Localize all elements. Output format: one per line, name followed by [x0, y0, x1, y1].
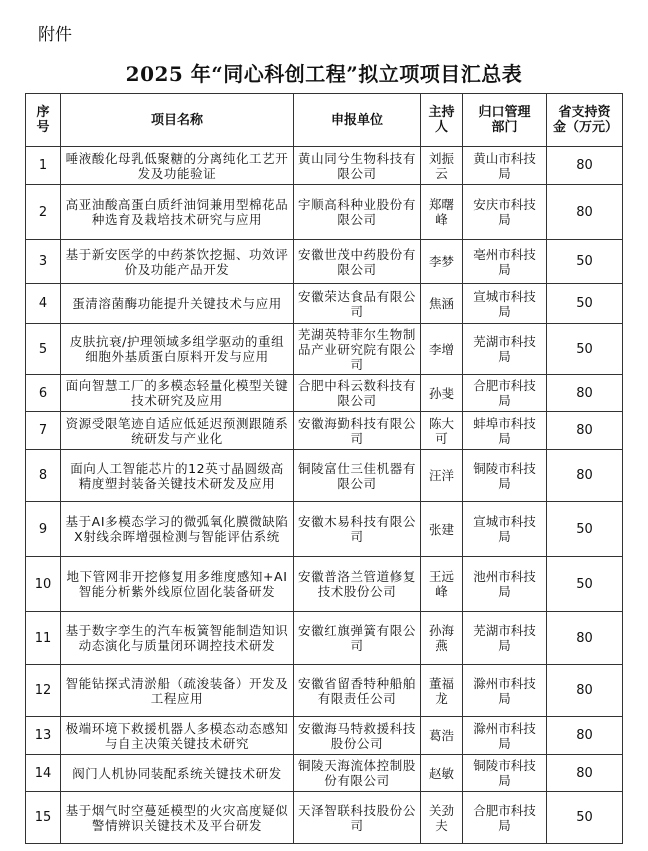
row-dept: 亳州市科技局 — [463, 240, 547, 284]
row-fund: 50 — [547, 502, 623, 557]
row-unit: 芜湖英特菲尔生物制品产业研究院有限公司 — [294, 324, 421, 375]
row-project-name: 基于新安医学的中药茶饮挖掘、功效评价及功能产品开发 — [61, 240, 294, 284]
row-seq: 13 — [26, 717, 61, 755]
table-row — [26, 502, 623, 557]
table-header-row — [26, 94, 623, 147]
row-host: 汪洋 — [421, 450, 463, 502]
row-project-name: 阀门人机协同装配系统关键技术研发 — [61, 755, 294, 792]
row-host: 王远峰 — [421, 557, 463, 612]
row-seq: 14 — [26, 755, 61, 792]
row-unit: 安徽木易科技有限公司 — [294, 502, 421, 557]
table-row — [26, 612, 623, 665]
row-unit: 安徽省留香特种船舶有限责任公司 — [294, 665, 421, 717]
row-unit: 铜陵富仕三佳机器有限公司 — [294, 450, 421, 502]
page-title: 2025 年“同心科创工程”拟立项项目汇总表 — [125, 62, 523, 86]
table-row — [26, 240, 623, 284]
row-seq: 11 — [26, 612, 61, 665]
header-seq: 序号 — [26, 94, 61, 147]
header-fund: 省支持资金（万元） — [547, 94, 623, 147]
row-fund: 50 — [547, 557, 623, 612]
row-host: 张建 — [421, 502, 463, 557]
table-row — [26, 412, 623, 450]
row-unit: 铜陵天海流体控制股份有限公司 — [294, 755, 421, 792]
row-fund: 80 — [547, 375, 623, 412]
row-unit: 安徽海马特救援科技股份公司 — [294, 717, 421, 755]
row-host: 陈大可 — [421, 412, 463, 450]
row-fund: 50 — [547, 240, 623, 284]
header-dept: 归口管理部门 — [463, 94, 547, 147]
row-project-name: 蛋清溶菌酶功能提升关键技术与应用 — [61, 284, 294, 324]
table-row — [26, 717, 623, 755]
row-project-name: 基于AI多模态学习的微弧氧化膜微缺陷X射线余晖增强检测与智能评估系统 — [61, 502, 294, 557]
row-dept: 宣城市科技局 — [463, 502, 547, 557]
row-fund: 80 — [547, 450, 623, 502]
row-seq: 8 — [26, 450, 61, 502]
row-project-name: 面向智慧工厂的多模态轻量化模型关键技术研究及应用 — [61, 375, 294, 412]
table-row — [26, 792, 623, 844]
row-project-name: 基于数字孪生的汽车板簧智能制造知识动态演化与质量闭环调控技术研发 — [61, 612, 294, 665]
row-seq: 6 — [26, 375, 61, 412]
row-fund: 80 — [547, 185, 623, 240]
row-dept: 滁州市科技局 — [463, 717, 547, 755]
row-host: 关劲夫 — [421, 792, 463, 844]
table-row — [26, 375, 623, 412]
row-fund: 80 — [547, 412, 623, 450]
row-fund: 50 — [547, 324, 623, 375]
table-row — [26, 147, 623, 185]
row-project-name: 智能钻探式清淤船（疏浚装备）开发及工程应用 — [61, 665, 294, 717]
row-host: 李增 — [421, 324, 463, 375]
header-name: 项目名称 — [61, 94, 294, 147]
row-seq: 2 — [26, 185, 61, 240]
table-row — [26, 557, 623, 612]
row-fund: 80 — [547, 147, 623, 185]
row-host: 葛浩 — [421, 717, 463, 755]
row-unit: 安徽海勤科技有限公司 — [294, 412, 421, 450]
row-dept: 合肥市科技局 — [463, 792, 547, 844]
table-row — [26, 185, 623, 240]
row-host: 赵敏 — [421, 755, 463, 792]
row-unit: 天泽智联科技股份公司 — [294, 792, 421, 844]
project-summary-table — [25, 93, 623, 844]
table-row — [26, 450, 623, 502]
row-unit: 安徽世茂中药股份有限公司 — [294, 240, 421, 284]
row-project-name: 高亚油酸高蛋白质纤油饲兼用型棉花品种选育及栽培技术研究与应用 — [61, 185, 294, 240]
row-fund: 80 — [547, 665, 623, 717]
row-seq: 4 — [26, 284, 61, 324]
row-dept: 宣城市科技局 — [463, 284, 547, 324]
row-fund: 80 — [547, 755, 623, 792]
table-row — [26, 324, 623, 375]
row-project-name: 面向人工智能芯片的12英寸晶圆级高精度塑封装备关键技术研发及应用 — [61, 450, 294, 502]
row-project-name: 极端环境下救援机器人多模态动态感知与自主决策关键技术研究 — [61, 717, 294, 755]
row-dept: 黄山市科技局 — [463, 147, 547, 185]
row-unit: 合肥中科云数科技有限公司 — [294, 375, 421, 412]
table-row — [26, 665, 623, 717]
row-host: 董福龙 — [421, 665, 463, 717]
header-host: 主持人 — [421, 94, 463, 147]
row-seq: 9 — [26, 502, 61, 557]
row-fund: 80 — [547, 612, 623, 665]
row-dept: 滁州市科技局 — [463, 665, 547, 717]
row-project-name: 地下管网非开挖修复用多维度感知+AI智能分析紫外线原位固化装备研发 — [61, 557, 294, 612]
row-dept: 安庆市科技局 — [463, 185, 547, 240]
row-dept: 芜湖市科技局 — [463, 612, 547, 665]
row-fund: 50 — [547, 792, 623, 844]
row-seq: 1 — [26, 147, 61, 185]
row-project-name: 基于烟气时空蔓延模型的火灾高度疑似警情辨识关键技术及平台研发 — [61, 792, 294, 844]
row-seq: 5 — [26, 324, 61, 375]
header-unit: 申报单位 — [294, 94, 421, 147]
row-seq: 15 — [26, 792, 61, 844]
row-host: 刘振云 — [421, 147, 463, 185]
row-seq: 3 — [26, 240, 61, 284]
row-unit: 黄山同兮生物科技有限公司 — [294, 147, 421, 185]
row-seq: 12 — [26, 665, 61, 717]
table-row — [26, 755, 623, 792]
row-fund: 50 — [547, 284, 623, 324]
row-dept: 池州市科技局 — [463, 557, 547, 612]
row-dept: 铜陵市科技局 — [463, 450, 547, 502]
row-dept: 蚌埠市科技局 — [463, 412, 547, 450]
row-dept: 合肥市科技局 — [463, 375, 547, 412]
row-seq: 10 — [26, 557, 61, 612]
row-unit: 安徽荣达食品有限公司 — [294, 284, 421, 324]
row-host: 郑曙峰 — [421, 185, 463, 240]
row-host: 焦涵 — [421, 284, 463, 324]
row-dept: 芜湖市科技局 — [463, 324, 547, 375]
row-host: 李梦 — [421, 240, 463, 284]
row-project-name: 唾液酸化母乳低聚糖的分离纯化工艺开发及功能验证 — [61, 147, 294, 185]
row-project-name: 皮肤抗衰/护理领域多组学驱动的重组细胞外基质蛋白原料开发与应用 — [61, 324, 294, 375]
table-row — [26, 284, 623, 324]
row-fund: 80 — [547, 717, 623, 755]
row-host: 孙斐 — [421, 375, 463, 412]
row-unit: 安徽红旗弹簧有限公司 — [294, 612, 421, 665]
row-unit: 安徽普洛兰管道修复技术股份公司 — [294, 557, 421, 612]
row-unit: 宇顺高科种业股份有限公司 — [294, 185, 421, 240]
row-dept: 铜陵市科技局 — [463, 755, 547, 792]
row-seq: 7 — [26, 412, 61, 450]
attachment-label: 附件 — [38, 25, 72, 45]
row-host: 孙海燕 — [421, 612, 463, 665]
row-project-name: 资源受限笔迹自适应低延迟预测跟随系统研发与产业化 — [61, 412, 294, 450]
